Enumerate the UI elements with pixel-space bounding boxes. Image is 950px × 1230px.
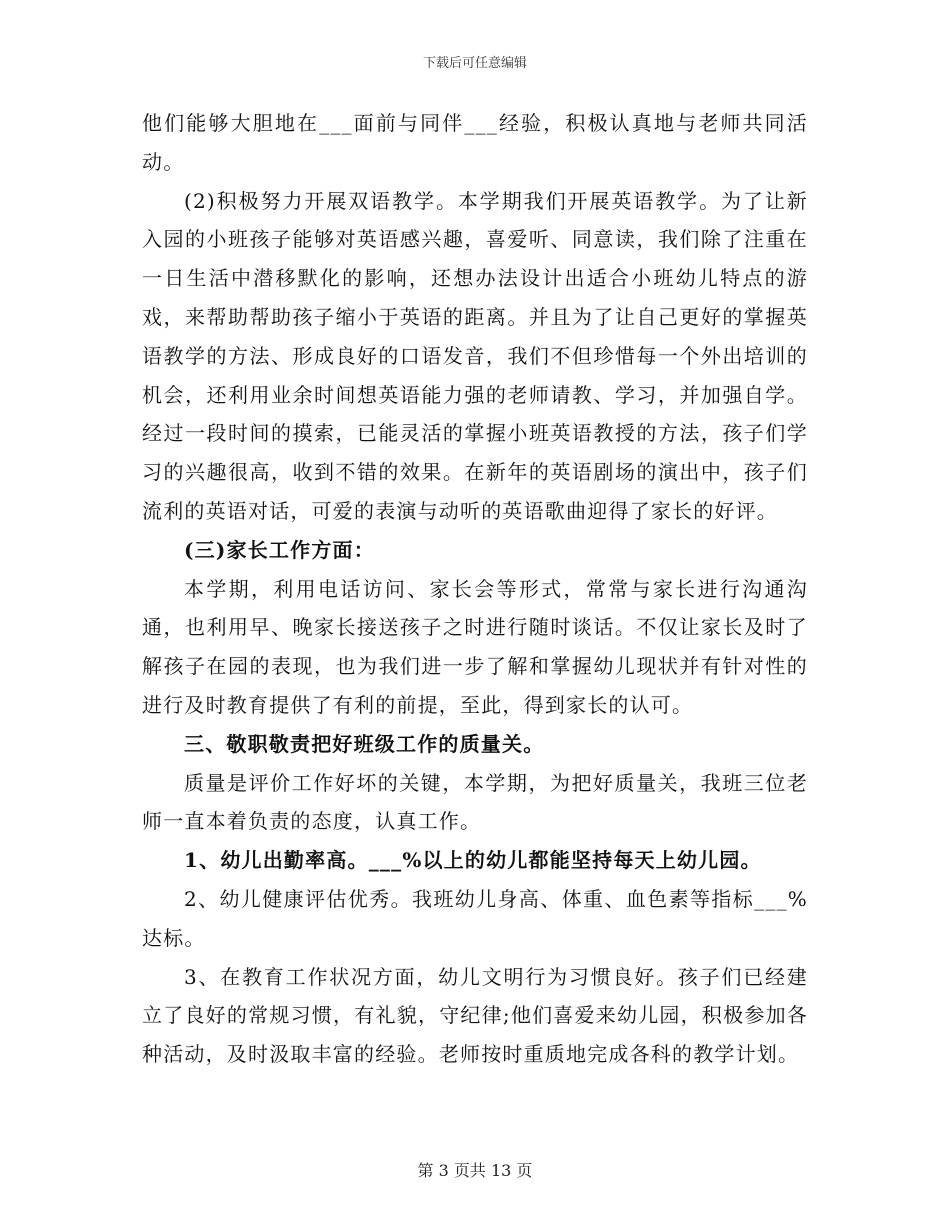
document-body xyxy=(142,104,808,1074)
item-education: 3、在教育工作状况方面，幼儿文明行为习惯良好。孩子们已经建立了良好的常规习惯，有礼貌，守纪律;他们喜爱来幼儿园，积极参加各种活动，及时汲取丰富的经验。老师按时重质地完成各科的教学计划。 xyxy=(142,964,808,1067)
item-attendance: 1、幼儿出勤率高。___%以上的幼儿都能坚持每天上幼儿园。 xyxy=(184,848,762,873)
paragraph-bilingual-teaching: (2)积极努力开展双语教学。本学期我们开展英语教学。为了让新入园的小班孩子能够对英语感兴趣，喜爱听、同意读，我们除了注重在一日生活中潜移默化的影响，还想办法设计出适合小班幼儿特点的游戏，来帮助帮助孩子缩小于英语的距离。并且为了让自己更好的掌握英语教学的方法、形成良好的口语发音，我们不但珍惜每一个外出培训的机会，还利用业余时间想英语能力强的老师请教、学习，并加强自学。经过一段时间的摸索，已能灵活的掌握小班英语教授的方法，孩子们学习的兴趣很高，收到不错的效果。在新年的英语剧场的演出中，孩子们流利的英语对话，可爱的表演与动听的英语歌曲迎得了家长的好评。 xyxy=(142,188,808,523)
page-header: 下载后可任意编辑 xyxy=(422,56,527,71)
section-heading-parent-work: (三)家长工作方面： xyxy=(184,537,375,562)
section-heading-quality: 三、敬职敬责把好班级工作的质量关。 xyxy=(184,731,545,756)
paragraph-1: 他们能够大胆地在___面前与同伴___经验，积极认真地与老师共同活动。 xyxy=(142,111,808,174)
item-health: 2、幼儿健康评估优秀。我班幼儿身高、体重、血色素等指标___%达标。 xyxy=(142,886,808,950)
paragraph-parent-work: 本学期，利用电话访问、家长会等形式，常常与家长进行沟通沟通，也利用早、晚家长接送孩子之时进行随时谈话。不仅让家长及时了解孩子在园的表现，也为我们进一步了解和掌握幼儿现状并有针对性的进行及时教育提供了有利的前提，至此，得到家长的认可。 xyxy=(142,576,808,717)
paragraph-quality: 质量是评价工作好坏的关键，本学期，为把好质量关，我班三位老师一直本着负责的态度，认真工作。 xyxy=(142,770,808,834)
page-number: 第 3 页共 13 页 xyxy=(417,1161,533,1180)
